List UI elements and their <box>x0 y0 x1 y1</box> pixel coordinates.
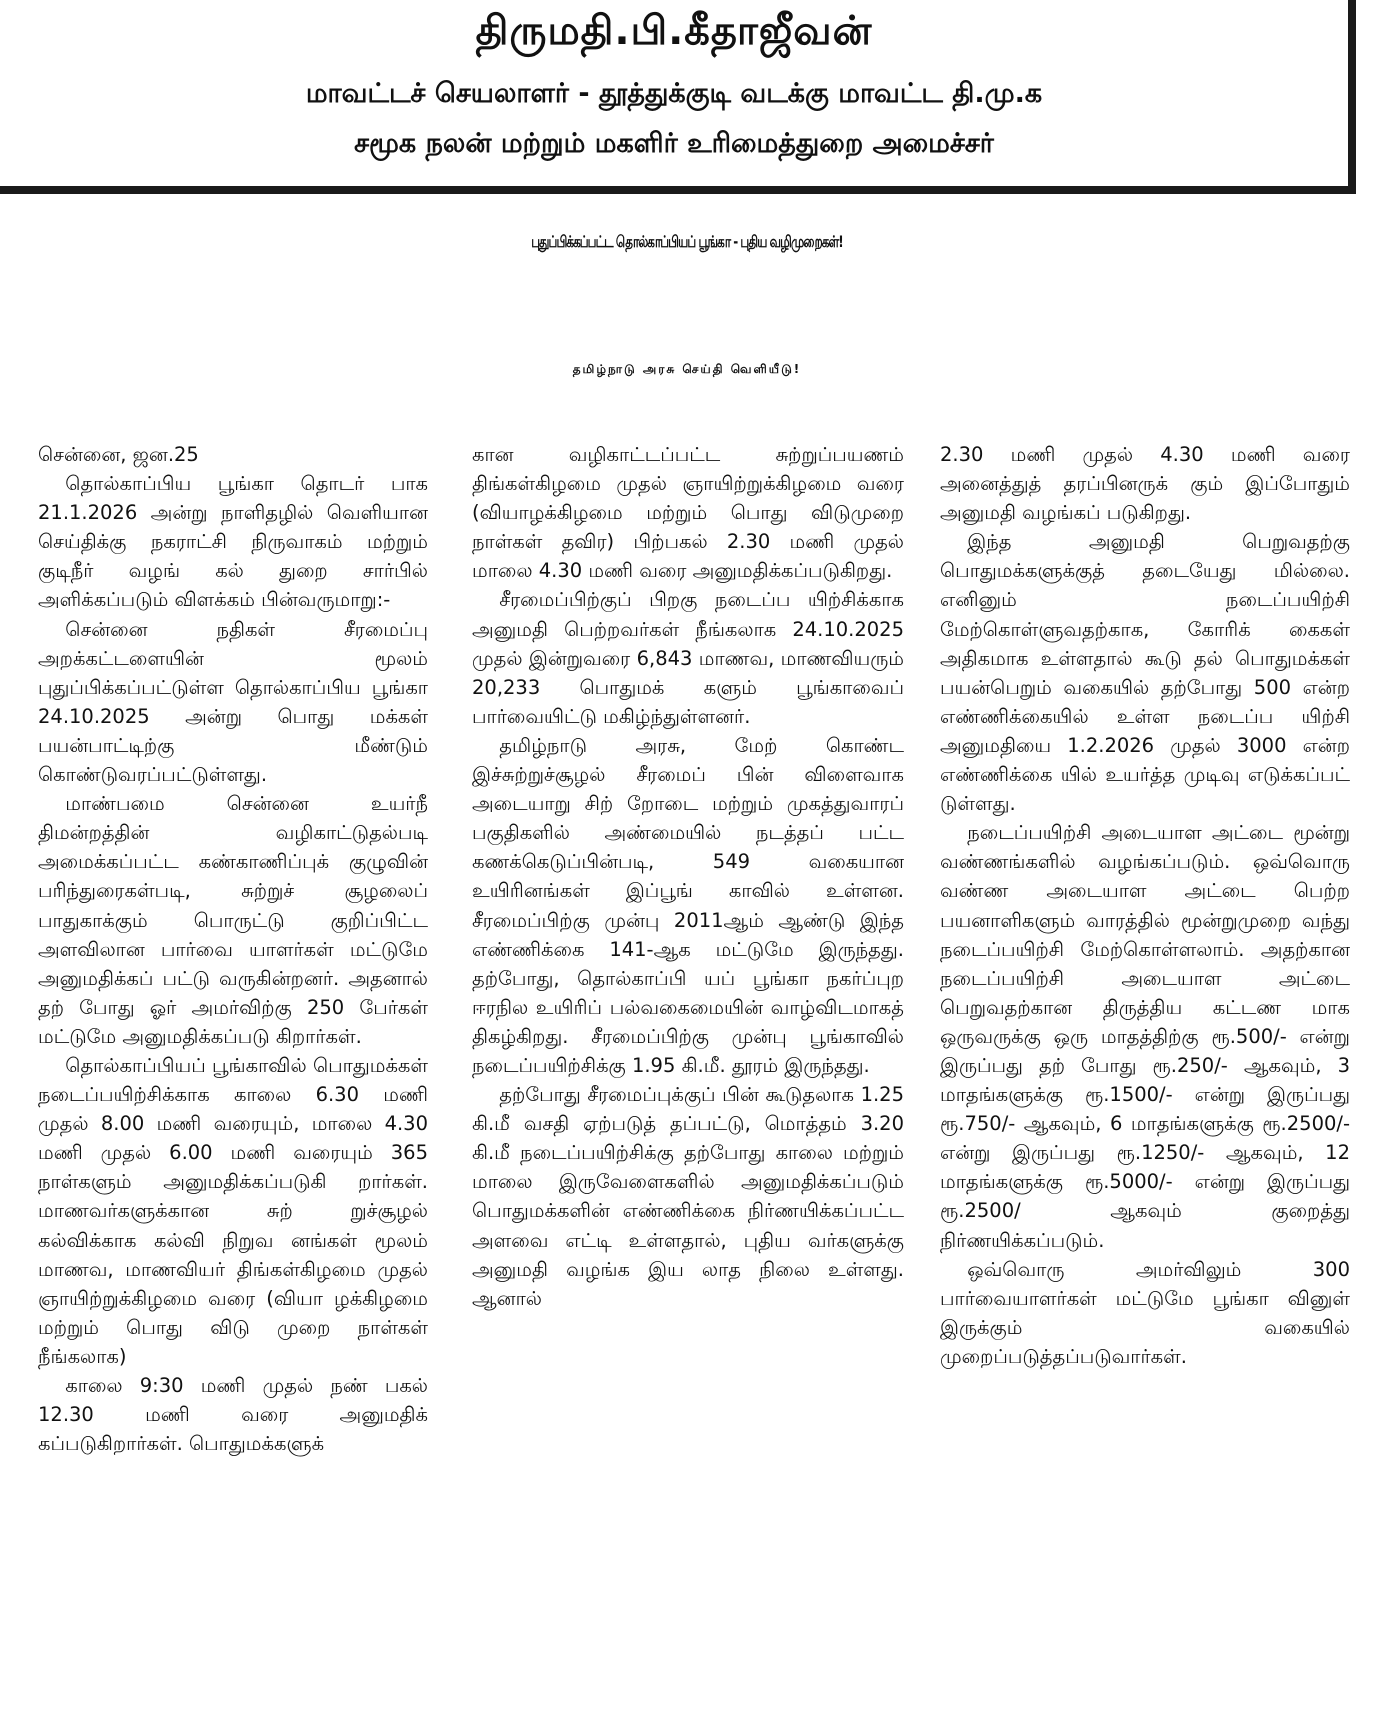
paragraph: தமிழ்நாடு அரசு, மேற் கொண்ட இச்சுற்றுச்சூழல் சீரமைப் பின் விளைவாக அடையாறு சிற் றோடை மற்றும் முகத்துவாரப் பகுதிகளில் அண்மையில் நடத்தப் பட்ட கணக்கெடுப்பின்படி, 549 வகையான உயிரினங்கள் இப்பூங் காவில் உள்ளன. சீரமைப்பிற்கு முன்பு 2011ஆம் ஆண்டு இந்த எண்ணிக்கை 141-ஆக மட்டுமே இருந்தது. தற்போது, தொல்காப்பி யப் பூங்கா நகர்ப்புற ஈரநில உயிரிப் பல்வகைமையின் வாழ்விடமாகத் திகழ்கிறது. சீரமைப்பிற்கு முன்பு பூங்காவில் நடைப்பயிற்சிக்கு 1.95 கி.மீ. தூரம் இருந்தது. <box>472 733 904 1077</box>
headline: புதுப்பிக்கப்பட்ட தொல்காப்பியப் பூங்கா - புதிய வழிமுறைகள்! <box>531 232 843 251</box>
paragraph: காலை 9:30 மணி முதல் நண் பகல் 12.30 மணி வரை அனுமதிக் கப்படுகிறார்கள். பொதுமக்களுக் <box>38 1374 428 1456</box>
paragraph: சென்னை நதிகள் சீரமைப்பு அறக்கட்டளையின் மூலம் புதுப்பிக்கப்பட்டுள்ள தொல்காப்பிய பூங்கா 24.10.2025 அன்று பொது மக்கள் பயன்பாட்டிற்கு மீண்டும் கொண்டுவரப்பட்டுள்ளது. <box>38 617 428 787</box>
paragraph: கான வழிகாட்டப்பட்ட சுற்றுப்பயணம் திங்கள்கிழமை முதல் ஞாயிற்றுக்கிழமை வரை (வியாழக்கிழமை மற்றும் பொது விடுமுறை நாள்கள் தவிர) பிற்பகல் 2.30 மணி முதல் மாலை 4.30 மணி வரை அனுமதிக்கப்படுகிறது. <box>472 443 904 583</box>
paragraph: 2.30 மணி முதல் 4.30 மணி வரை அனைத்துத் தரப்பினருக் கும் இப்போதும் அனுமதி வழங்கப் படுகிறது. <box>940 443 1350 525</box>
paragraph: மாண்பமை சென்னை உயர்நீ திமன்றத்தின் வழிகாட்டுதல்படி அமைக்கப்பட்ட கண்காணிப்புக் குழுவின் பரிந்துரைகள்படி, சுற்றுச் சூழலைப் பாதுகாக்கும் பொருட்டு குறிப்பிட்ட அளவிலான பார்வை யாளர்கள் மட்டுமே அனுமதிக்கப் பட்டு வருகின்றனர். அதனால் தற் போது ஓர் அமர்விற்கு 250 பேர்கள் மட்டுமே அனுமதிக்கப்படு கிறார்கள். <box>38 792 428 1048</box>
author-title-line-2: சமூக நலன் மற்றும் மகளிர் உரிமைத்துறை அமைச்சர் <box>354 128 994 159</box>
paragraph: தொல்காப்பிய பூங்கா தொடர் பாக 21.1.2026 அன்று நாளிதழில் வெளியான செய்திக்கு நகராட்சி நிருவாகம் மற்றும் குடிநீர் வழங் கல் துறை சார்பில் அளிக்கப்படும் விளக்கம் பின்வருமாறு:- <box>38 472 428 612</box>
paragraph: இந்த அனுமதி பெறுவதற்கு பொதுமக்களுக்குத் தடையேது மில்லை. எனினும் நடைப்பயிற்சி மேற்கொள்ளுவதற்காக, கோரிக் கைகள் அதிகமாக உள்ளதால் கூடு தல் பொதுமக்கள் பயன்பெறும் வகையில் தற்போது 500 என்ற எண்ணிக்கையில் உள்ள நடைப்ப யிற்சி அனுமதியை 1.2.2026 முதல் 3000 என்ற எண்ணிக்கை யில் உயர்த்த முடிவு எடுக்கப்பட் டுள்ளது. <box>940 530 1350 816</box>
dateline: சென்னை, ஜன.25 <box>38 443 199 466</box>
article-column-2 <box>472 440 904 1714</box>
article-column-1 <box>38 440 428 1714</box>
paragraph: நடைப்பயிற்சி அடையாள அட்டை மூன்று வண்ணங்களில் வழங்கப்படும். ஒவ்வொரு வண்ண அடையாள அட்டை பெற்ற பயனாளிகளும் வாரத்தில் மூன்றுமுறை வந்து நடைப்பயிற்சி மேற்கொள்ளலாம். அதற்கான நடைப்பயிற்சி அடையாள அட்டை பெறுவதற்கான திருத்திய கட்டண மாக ஒருவருக்கு ஒரு மாதத்திற்கு ரூ.500/- என்று இருப்பது தற் போது ரூ.250/- ஆகவும், 3 மாதங்களுக்கு ரூ.1500/- என்று இருப்பது ரூ.750/- ஆகவும், 6 மாதங்களுக்கு ரூ.2500/- என்று இருப்பது ரூ.1250/- ஆகவும், 12 மாதங்களுக்கு ரூ.5000/- என்று இருப்பது ரூ.2500/ ஆகவும் குறைத்து நிர்ணயிக்கப்படும். <box>940 821 1350 1252</box>
author-title-line-1: மாவட்டச் செயலாளர் - தூத்துக்குடி வடக்கு மாவட்ட தி.மு.க <box>305 78 1043 109</box>
paragraph: தற்போது சீரமைப்புக்குப் பின் கூடுதலாக 1.25 கி.மீ வசதி ஏற்படுத் தப்பட்டு, மொத்தம் 3.20 கி.மீ நடைப்பயிற்சிக்கு தற்போது காலை மற்றும் மாலை இருவேளைகளில் அனுமதிக்கப்படும் பொதுமக்களின் எண்ணிக்கை நிர்ணயிக்கப்பட்ட அளவை எட்டி உள்ளதால், புதிய வர்களுக்கு அனுமதி வழங்க இய லாத நிலை உள்ளது. ஆனால் <box>472 1083 904 1310</box>
header-box <box>0 0 1356 194</box>
paragraph: தொல்காப்பியப் பூங்காவில் பொதுமக்கள் நடைப்பயிற்சிக்காக காலை 6.30 மணி முதல் 8.00 மணி வரையும், மாலை 4.30 மணி முதல் 6.00 மணி வரையும் 365 நாள்களும் அனுமதிக்கப்படுகி றார்கள். மாணவர்களுக்கான சுற் றுச்சூழல் கல்விக்காக கல்வி நிறுவ னங்கள் மூலம் மாணவ, மாணவியர் திங்கள்கிழமை முதல் ஞாயிற்றுக்கிழமை வரை (வியா ழக்கிழமை மற்றும் பொது விடு முறை நாள்கள் நீங்கலாக) <box>38 1053 428 1368</box>
paragraph: ஒவ்வொரு அமர்விலும் 300 பார்வையாளர்கள் மட்டுமே பூங்கா வினுள் இருக்கும் வகையில் முறைப்படுத்தப்படுவார்கள். <box>940 1257 1350 1368</box>
paragraph: சீரமைப்பிற்குப் பிறகு நடைப்ப யிற்சிக்காக அனுமதி பெற்றவர்கள் நீங்கலாக 24.10.2025 முதல் இன்றுவரை 6,843 மாணவ, மாணவியரும் 20,233 பொதுமக் களும் பூங்காவைப் பார்வையிட்டு மகிழ்ந்துள்ளனர். <box>472 588 904 728</box>
subheadline: தமிழ்நாடு அரசு செய்தி வெளியீடு! <box>572 362 802 376</box>
article-column-3 <box>940 440 1350 1714</box>
author-name: திருமதி.பி.கீதாஜீவன் <box>475 8 873 54</box>
